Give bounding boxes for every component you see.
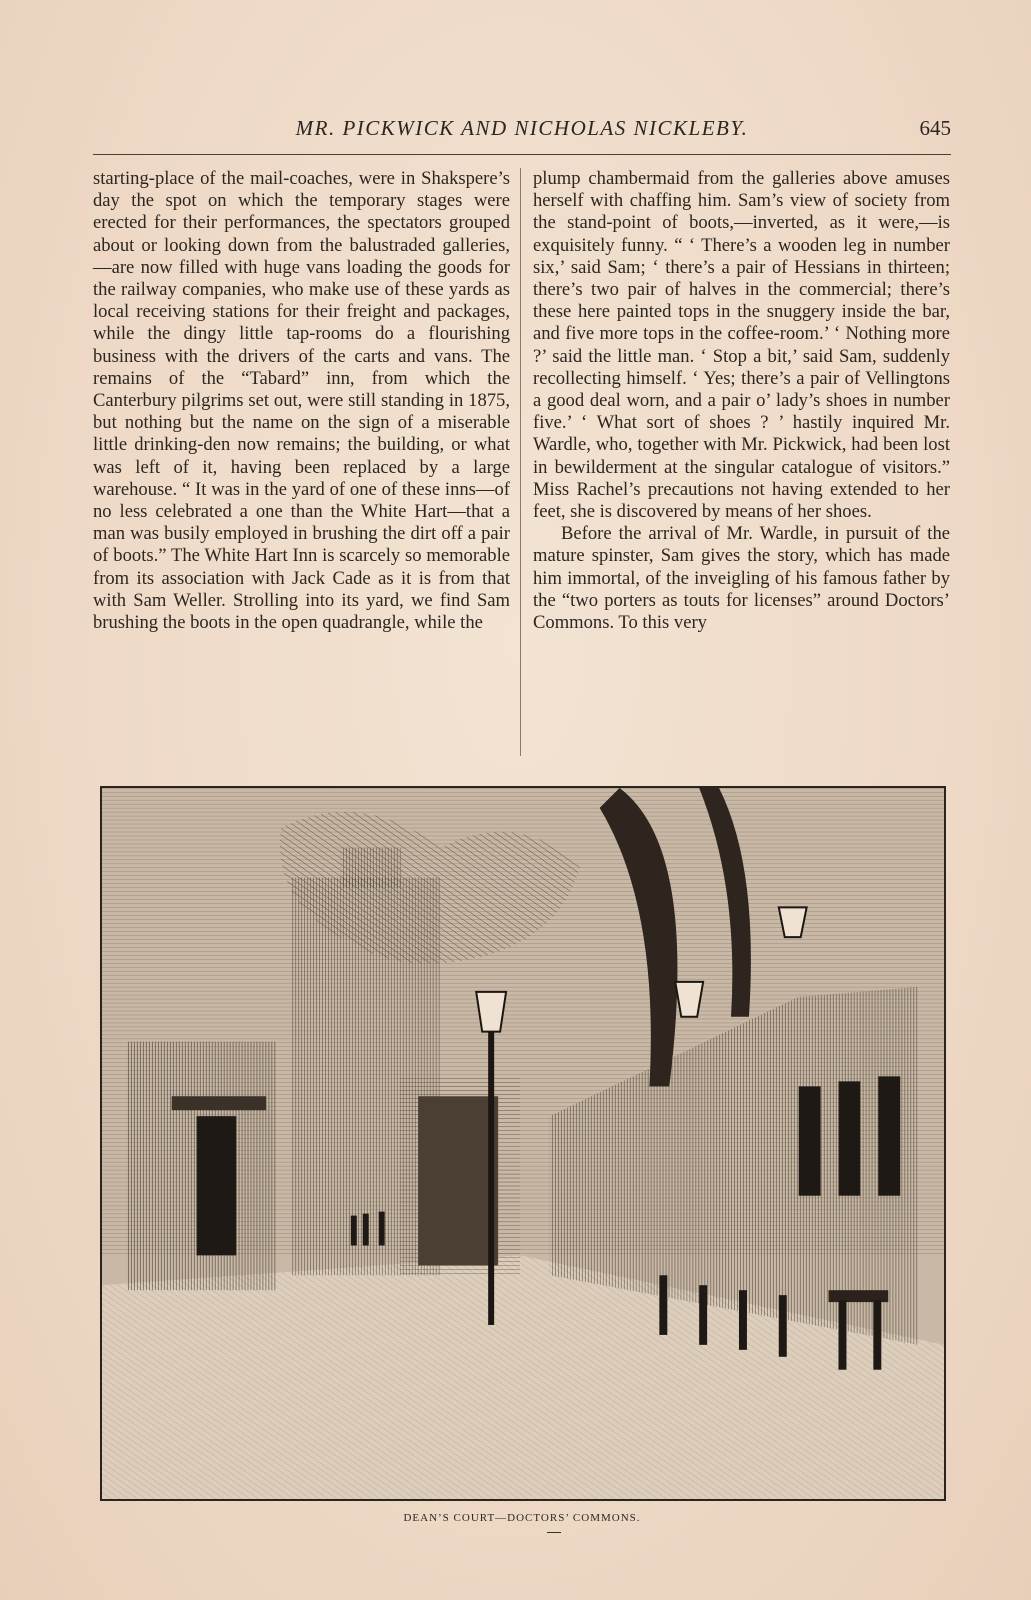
figure-caption: DEAN’S COURT—DOCTORS’ COMMONS. [403,1512,641,1524]
engraving-illustration [100,786,946,1501]
header-rule [93,154,951,155]
caption-dash [547,1532,561,1533]
right-paragraph-1: plump chambermaid from the galleries above amuses herself with chaffing him. Sam’s view of society from the stand-point of boots,—inverted, as it were,—is exquisitely funny. “ ‘ There’s a wooden leg in number six,’ said Sam; ‘ there’s a pair of Hessians in thirteen; there’s two pair of halves in the commercial; there’s these here painted tops in the snuggery inside the bar, and five more tops in the coffee-room.’ ‘ Nothing more ?’ said the little man. ‘ Stop a bit,’ said Sam, suddenly recollecting himself. ‘ Yes; there’s a pair of Vellingtons a good deal worn, and a pair o’ lady’s shoes in number five.’ ‘ What sort of shoes ? ’ hastily inquired Mr. Wardle, who, together with Mr. Pickwick, had been lost in bewilderment at the singular catalogue of visitors.” Miss Rachel’s precautions not having extended to her feet, she is discovered by means of her shoes. [533,168,950,523]
engraving-drawing [102,788,944,1499]
running-title: MR. PICKWICK AND NICHOLAS NICKLEBY. [295,116,749,140]
right-paragraph-2: Before the arrival of Mr. Wardle, in pursuit of the mature spinster, Sam gives the story, which has made him immortal, of the inveigling of his famous father by the “two porters as touts for licenses” around Doctors’ Commons. To this very [533,523,950,634]
column-divider [520,168,521,756]
left-paragraph-1: starting-place of the mail-coaches, were in Shakspere’s day the spot on which the temporary stages were erected for their performances, the spectators grouped about or looking down from the balustraded galleries,—are now filled with huge vans loading the goods for the railway companies, who make use of these yards as local receiving stations for their freight and packages, while the dingy little tap-rooms do a flourishing business with the drivers of the carts and vans. The remains of the “Tabard” inn, from which the Canterbury pilgrims set out, were still standing in 1875, but nothing but the name on the sign of a miserable little drinking-den now remains; the building, or what was left of it, having been replaced by a large warehouse. “ It was in the yard of one of these inns—of no less celebrated a one than the White Hart—that a man was busily employed in brushing the dirt off a pair of boots.” The White Hart Inn is scarcely so memorable from its association with Jack Cade as it is from that with Sam Weller. Strolling into its yard, we find Sam brushing the boots in the open quadrangle, while the [93,168,510,634]
running-header [93,116,951,150]
left-column [93,168,510,768]
right-column [533,168,950,768]
page-number: 645 [919,116,951,140]
